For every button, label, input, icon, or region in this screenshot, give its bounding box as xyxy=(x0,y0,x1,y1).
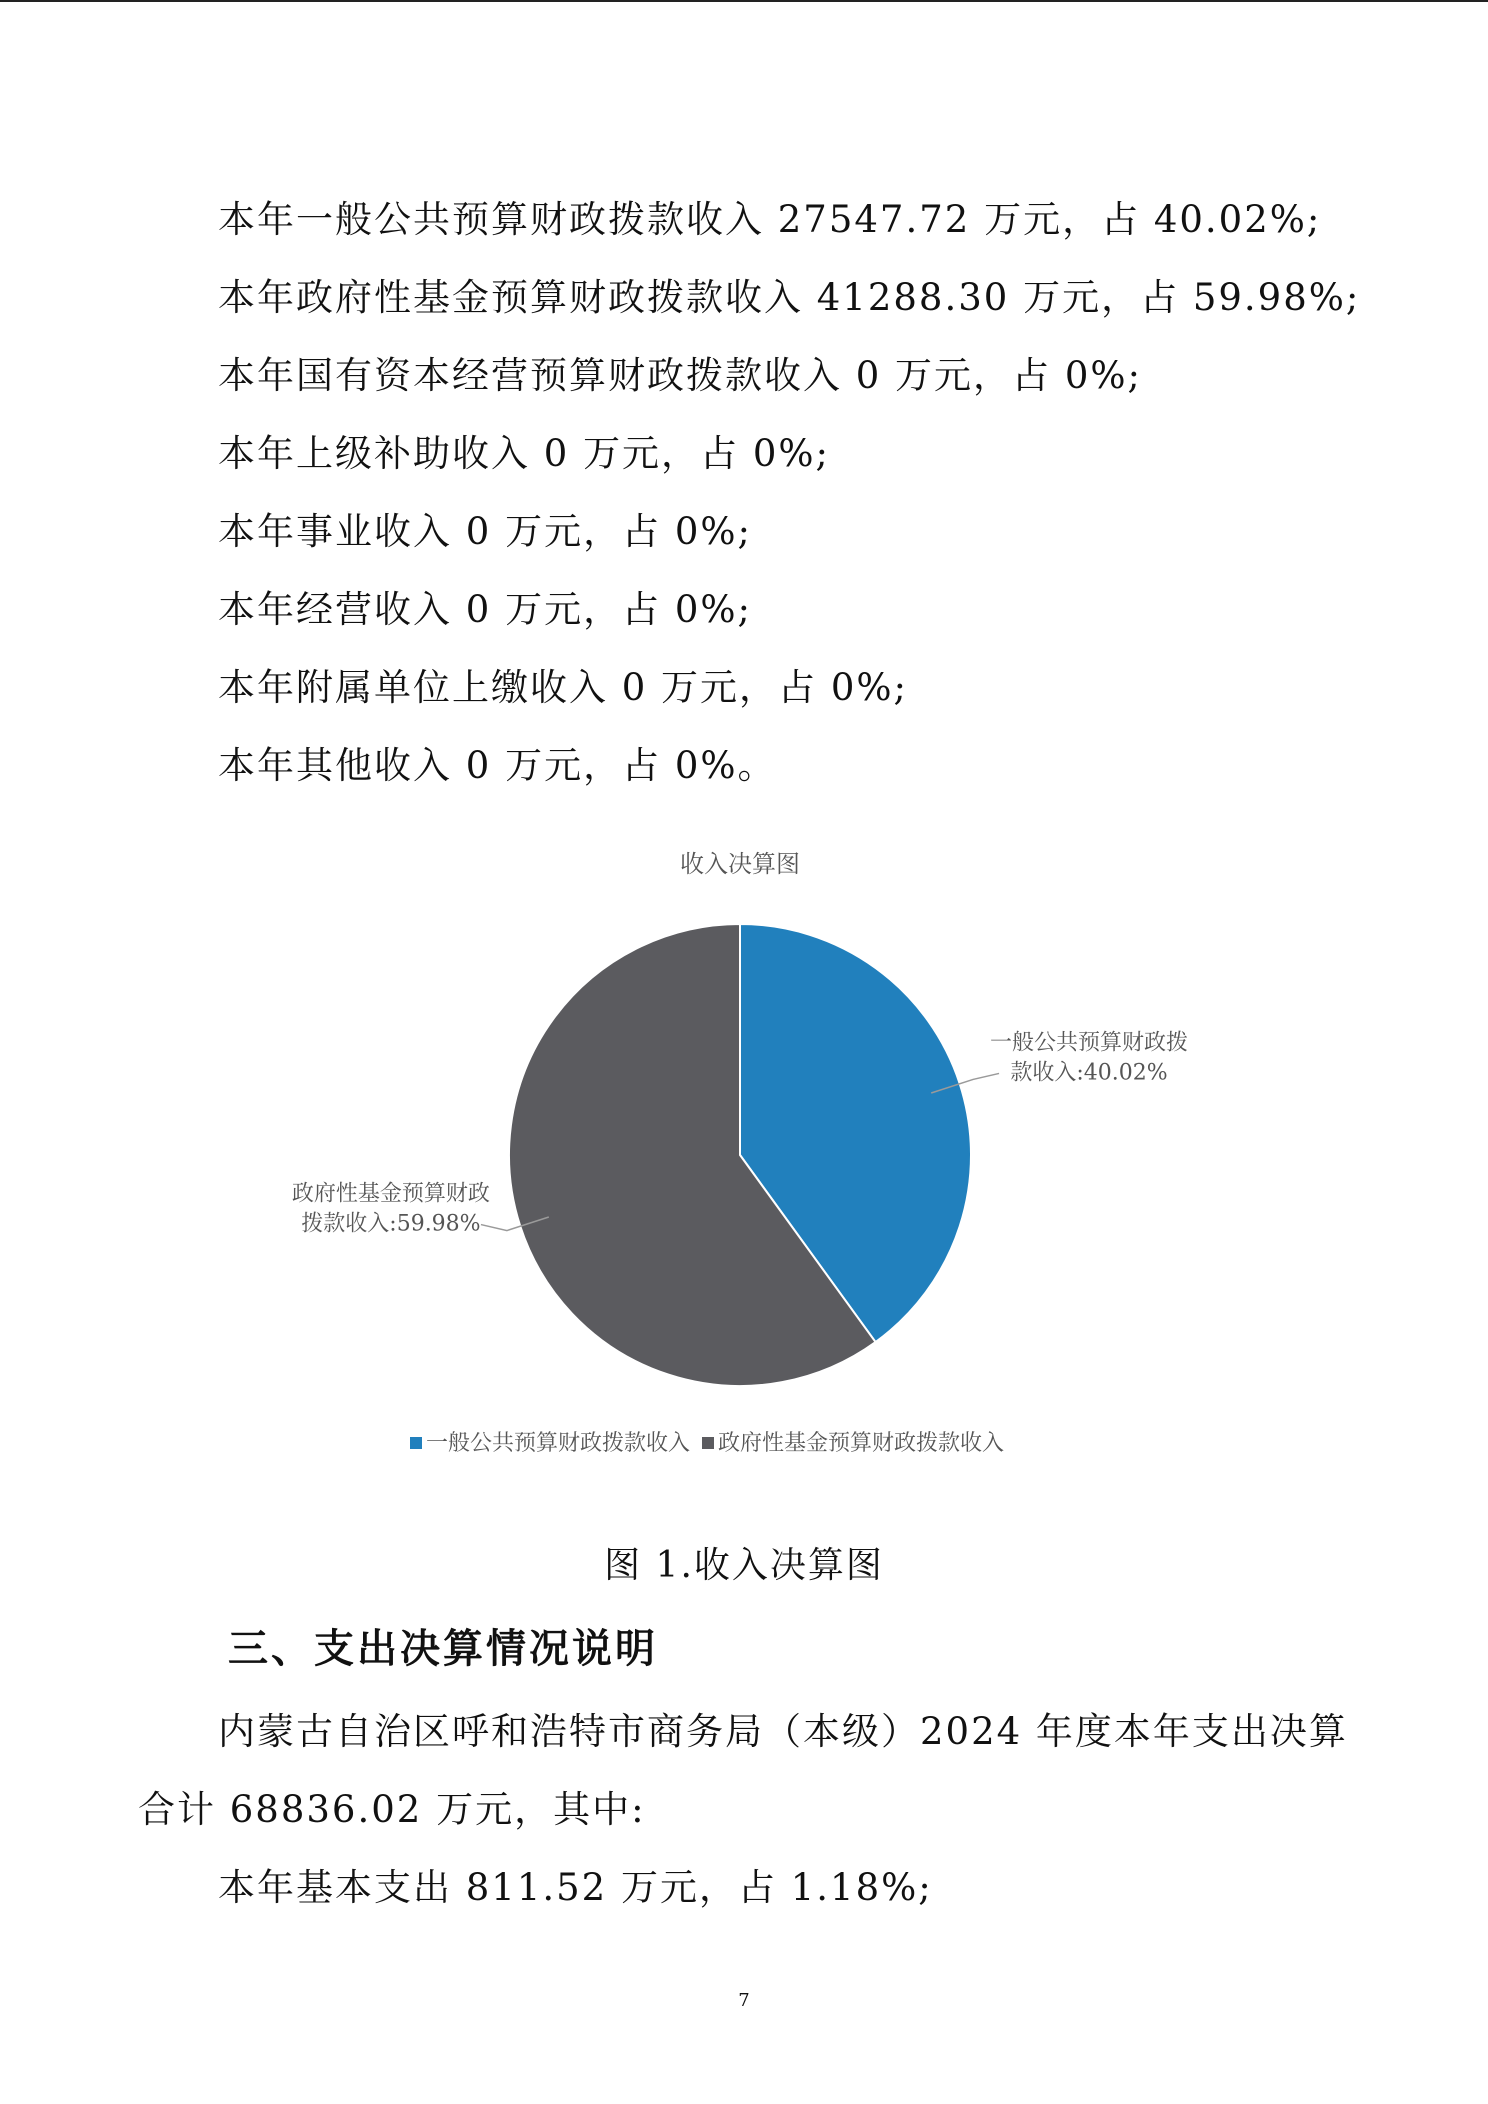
chart-legend xyxy=(410,1431,1004,1456)
income-line-other: 本年其他收入 0 万元，占 0%。 xyxy=(218,744,777,787)
chart-title: 收入决算图 xyxy=(680,850,800,878)
section-heading: 三、支出决算情况说明 xyxy=(228,1626,658,1672)
data-label-2-line-1: 政府性基金预算财政 xyxy=(291,1181,490,1207)
income-pie-chart xyxy=(0,830,1488,1470)
page-number: 7 xyxy=(738,1990,750,2011)
income-line-government-fund: 本年政府性基金预算财政拨款收入 41288.30 万元，占 59.98%; xyxy=(218,276,1361,319)
income-line-business: 本年事业收入 0 万元，占 0%; xyxy=(218,510,752,553)
legend-label-1: 一般公共预算财政拨款收入 xyxy=(426,1431,691,1456)
data-label-2-line-2: 拨款收入:59.98% xyxy=(301,1211,481,1237)
income-line-general-budget: 本年一般公共预算财政拨款收入 27547.72 万元，占 40.02%; xyxy=(218,198,1322,241)
income-line-superior-subsidy: 本年上级补助收入 0 万元，占 0%; xyxy=(218,432,830,475)
expense-intro-line-2: 合计 68836.02 万元，其中: xyxy=(138,1788,646,1831)
figure-caption: 图 1.收入决算图 xyxy=(604,1545,884,1586)
legend-swatch-2 xyxy=(702,1437,714,1449)
expense-basic-line: 本年基本支出 811.52 万元，占 1.18%; xyxy=(218,1866,933,1909)
page-top-border xyxy=(0,0,1488,2)
legend-swatch-1 xyxy=(410,1437,422,1449)
data-label-1-line-2: 款收入:40.02% xyxy=(1010,1060,1168,1086)
legend-label-2: 政府性基金预算财政拨款收入 xyxy=(718,1431,1005,1456)
income-line-affiliated-units: 本年附属单位上缴收入 0 万元，占 0%; xyxy=(218,666,908,709)
income-line-state-capital: 本年国有资本经营预算财政拨款收入 0 万元，占 0%; xyxy=(218,354,1142,397)
expense-intro-line-1: 内蒙古自治区呼和浩特市商务局（本级）2024 年度本年支出决算 xyxy=(218,1710,1348,1753)
pie-slices xyxy=(509,924,971,1386)
income-line-operating: 本年经营收入 0 万元，占 0%; xyxy=(218,588,752,631)
data-label-1-line-1: 一般公共预算财政拨 xyxy=(990,1030,1189,1056)
